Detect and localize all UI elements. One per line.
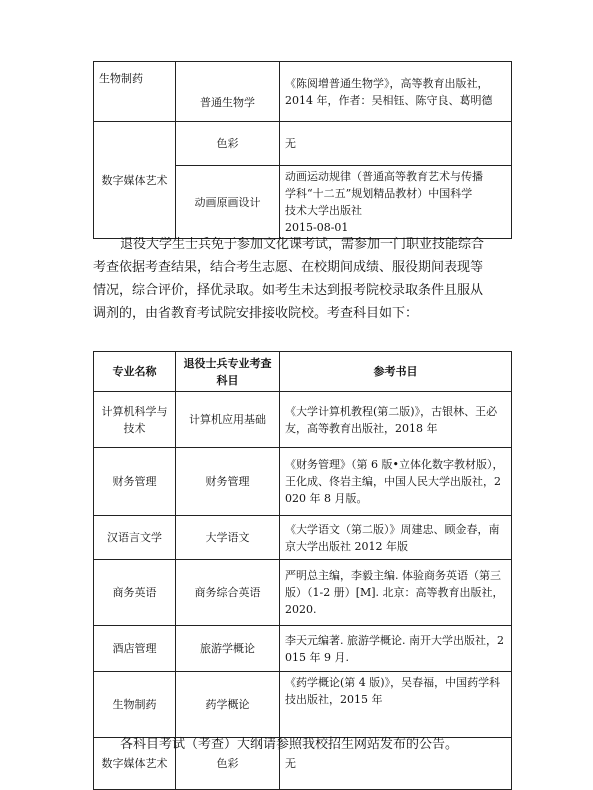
admission-paragraph	[93, 233, 513, 325]
table-row	[94, 516, 512, 560]
header-books: 参考书目	[280, 352, 512, 392]
subject-cell: 商务综合英语	[176, 560, 280, 626]
major-cell: 生物制药	[94, 672, 176, 738]
exam-subject-table	[93, 351, 512, 790]
books-line: 《陈阅增普通生物学》，高等教育出版社，	[285, 76, 489, 90]
header-subject: 退役士兵专业考查科目	[176, 352, 280, 392]
subject-cell: 大学语文	[176, 516, 280, 560]
table-row	[94, 672, 512, 738]
subject-cell: 普通生物学	[176, 62, 280, 122]
major-cell: 生物制药	[94, 62, 176, 122]
major-cell: 计算机科学与技术	[94, 392, 176, 448]
major-cell: 酒店管理	[94, 626, 176, 672]
subject-cell: 药学概论	[176, 672, 280, 738]
table-row	[94, 448, 512, 516]
table-row	[94, 62, 512, 122]
subject-cell: 色彩	[176, 738, 280, 790]
books-line: 动画运动规律（普通高等教育艺术与传播	[285, 170, 483, 183]
major-cell: 商务英语	[94, 560, 176, 626]
subject-cell: 财务管理	[176, 448, 280, 516]
books-line: 学科“十二五”规划精品教材）中国科学	[285, 187, 473, 200]
major-cell: 汉语言文学	[94, 516, 176, 560]
closing-paragraph	[93, 733, 513, 756]
paragraph-line: 调剂的，由省教育考试院安排接收院校。考查科目如下：	[93, 306, 419, 321]
reference-table-continued	[93, 61, 512, 239]
paragraph-line: 各科目考试（考查）大纲请参照我校招生网站发布的公告。	[120, 737, 459, 752]
table-row	[94, 560, 512, 626]
subject-cell: 旅游学概论	[176, 626, 280, 672]
books-cell: 严明总主编，李毅主编. 体验商务英语（第三版）（1-2 册）[M]. 北京：高等教育出版社，2020.	[280, 560, 512, 626]
header-major: 专业名称	[94, 352, 176, 392]
subject-cell: 色彩	[176, 122, 280, 166]
table-header-row	[94, 352, 512, 392]
major-cell: 财务管理	[94, 448, 176, 516]
paragraph-line: 情况，综合评价，择优录取。如考生未达到报考院校录取条件且服从	[93, 283, 484, 298]
books-cell	[280, 166, 512, 239]
books-cell: 《大学计算机教程(第二版)》，古银林、王必友，高等教育出版社，2018 年	[280, 392, 512, 448]
books-cell: 《药学概论(第 4 版)》，吴春福，中国药学科技出版社，2015 年	[280, 672, 512, 738]
major-cell: 数字媒体艺术	[94, 122, 176, 239]
subject-cell: 计算机应用基础	[176, 392, 280, 448]
major-cell: 数字媒体艺术	[94, 738, 176, 790]
books-line: 2015-08-01	[285, 221, 349, 234]
paragraph-line: 考查依据考查结果，结合考生志愿、在校期间成绩、服役期间表现等	[93, 260, 484, 275]
books-line: 技术大学出版社	[285, 204, 362, 217]
books-cell: 《财务管理》（第 6 版•立体化数字教材版），王化成、佟岩主编，中国人民大学出版社，2020 年 8 月版。	[280, 448, 512, 516]
subject-cell: 动画原画设计	[176, 166, 280, 239]
books-cell: 《大学语文（第二版）》周建忠、顾金春，南京大学出版社 2012 年版	[280, 516, 512, 560]
books-cell: 无	[280, 122, 512, 166]
books-cell: 无	[280, 738, 512, 790]
paragraph-line: 退役大学生士兵免于参加文化课考试，需参加一门职业技能综合	[120, 237, 485, 252]
books-line: 2014 年，作者：吴相钰、陈守良、葛明德	[285, 93, 493, 107]
table-row	[94, 626, 512, 672]
table-row	[94, 392, 512, 448]
books-cell	[280, 62, 512, 122]
books-cell: 李天元编著. 旅游学概论. 南开大学出版社，2015 年 9 月.	[280, 626, 512, 672]
table-row	[94, 122, 512, 166]
